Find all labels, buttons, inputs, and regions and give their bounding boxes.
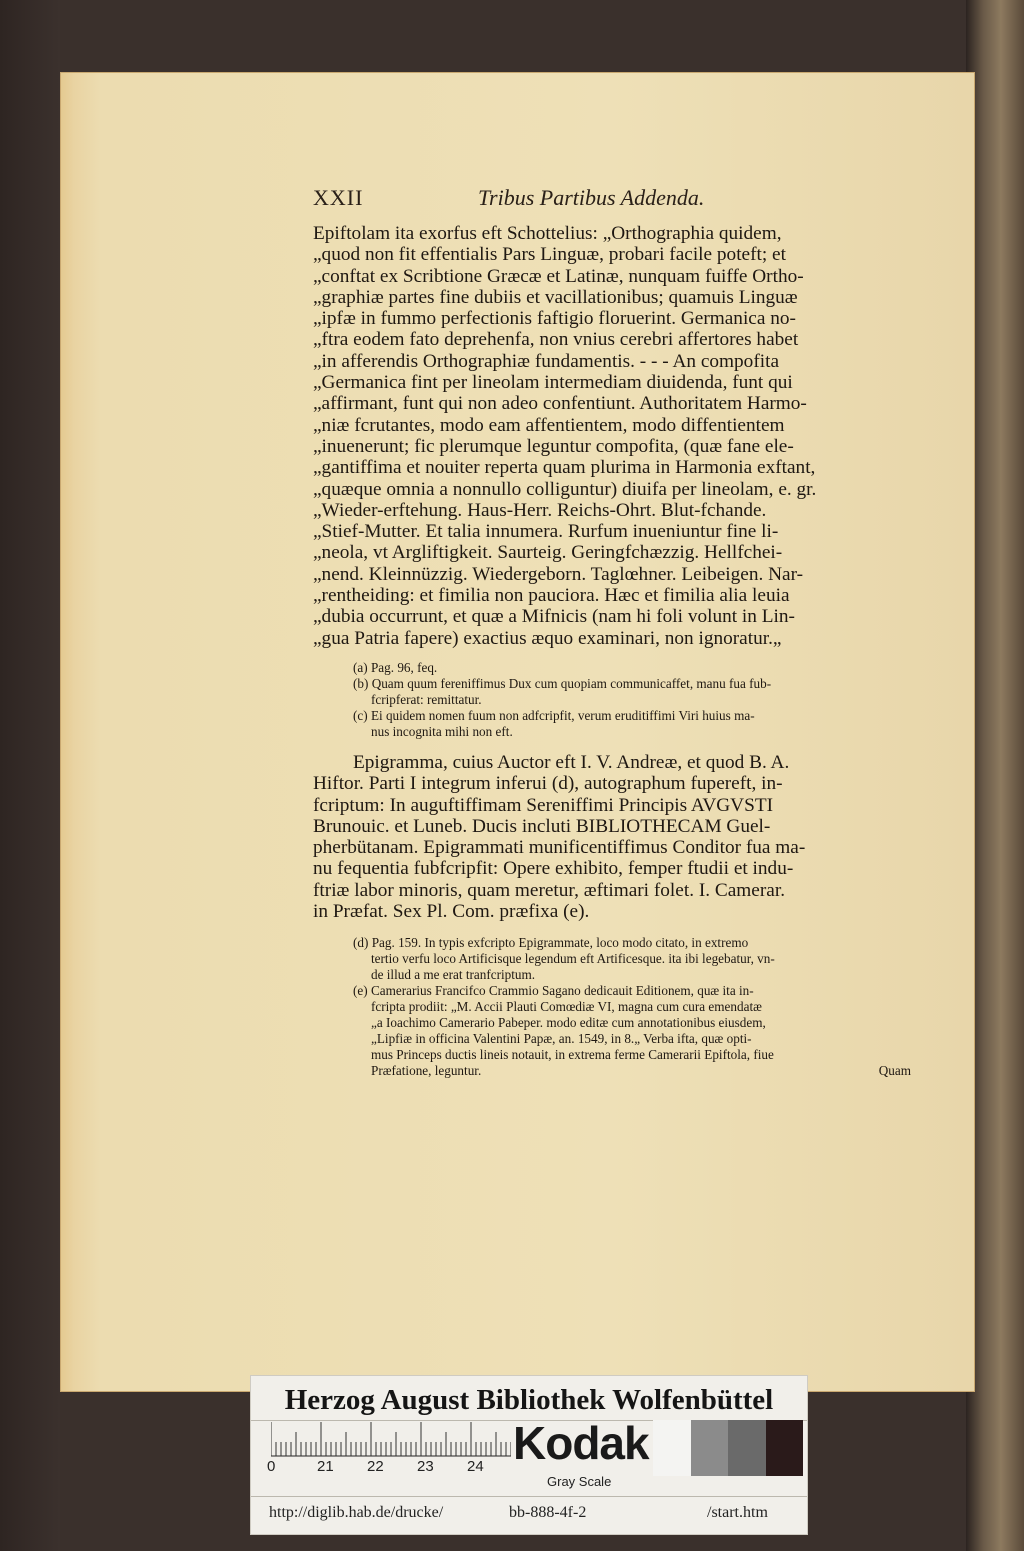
url-right: /start.htm — [707, 1504, 768, 1521]
ruler-number: 21 — [317, 1458, 334, 1475]
footnote-mark: (a) — [353, 660, 371, 675]
card-divider — [251, 1496, 807, 1497]
paragraph-2 — [313, 752, 911, 922]
kodak-logo: Kodak — [513, 1417, 649, 1469]
text-line: „Wieder-erftehung. Haus-Herr. Reichs-Ohrt. Blut-fchande. — [313, 499, 767, 521]
text-line: „inuenerunt; fic plerumque leguntur compofita, (quæ fane ele- — [313, 435, 794, 457]
text-line: „gua Patria fapere) exactius æquo examinari, non ignoratur.„ — [313, 627, 782, 649]
gray-swatches — [653, 1420, 803, 1476]
text-line: „ftra eodem fato deprehenfa, non vnius cerebri affertores habet — [313, 329, 799, 351]
text-line: Epiftolam ita exorfus eft Schottelius: „Orthographia quidem, — [313, 223, 782, 244]
text-line: „nend. Kleinnüzzig. Wiedergeborn. Taglœhner. Leibeigen. Nar- — [313, 563, 804, 585]
text-line: fcriptum: In auguftiffimam Sereniffimi Principis AVGVSTI — [313, 794, 774, 816]
footnote-mark: (e) — [353, 983, 371, 998]
library-name: Herzog August Bibliothek Wolfenbüttel — [284, 1384, 774, 1416]
footnote-line: (a) Pag. 96, feq. — [353, 660, 438, 675]
footnote-line: „a Ioachimo Camerario Pabeper. modo editæ cum annotationibus eiusdem, — [371, 1015, 766, 1030]
ruler-number: 24 — [467, 1458, 484, 1475]
text-line: in Præfat. Sex Pl. Com. præfixa (e). — [313, 901, 590, 923]
footnote-line: (b) Quam quum fereniffimus Dux cum quopiam communicaffet, manu fua fub- — [353, 676, 772, 691]
gray-swatch — [766, 1420, 804, 1476]
catchword: Quam — [878, 1063, 911, 1078]
scan-background-left — [0, 0, 60, 1551]
ruler-scale — [271, 1421, 511, 1457]
text-line: „ipfæ in fummo perfectionis faftigio floruerint. Germanica no- — [313, 308, 796, 330]
footnote-mark: (d) — [353, 935, 372, 950]
text-line: „in afferendis Orthographiæ fundamentis. - - - An compofita — [313, 350, 780, 372]
url-left: http://diglib.hab.de/drucke/ — [269, 1504, 444, 1521]
footnote-line: fcripferat: remittatur. — [371, 692, 482, 707]
footnote-mark: (c) — [353, 708, 371, 723]
text-line: „affirmant, funt qui non adeo confentiunt. Authoritatem Harmo- — [313, 393, 807, 415]
text-line: „gantiffima et nouiter reperta quam plurima in Harmonia exftant, — [313, 457, 816, 479]
gray-swatch — [691, 1420, 729, 1476]
text-line: „Stief-Mutter. Et talia innumera. Rurfum inueniuntur fine li- — [313, 521, 779, 543]
text-line: Brunouic. et Luneb. Ducis incluti BIBLIOTHECAM Guel- — [313, 815, 771, 837]
text-line: „dubia occurrunt, et quæ a Mifnicis (nam hi foli volunt in Lin- — [313, 606, 795, 628]
ruler-number: 22 — [367, 1458, 384, 1475]
gray-swatch — [653, 1420, 691, 1476]
text-line: pherbütanam. Epigrammati munificentiffimus Conditor fua ma- — [313, 837, 806, 859]
text-line: „graphiæ partes fine dubiis et vacillationibus; quamuis Linguæ — [313, 286, 798, 308]
page-number: XXII — [313, 185, 364, 210]
text-line: Epigramma, cuius Auctor eft I. V. Andreæ, et quod B. A. — [353, 752, 790, 773]
footnote-line: (c) Ei quidem nomen fuum non adfcripfit, verum eruditiffimi Viri huius ma- — [353, 708, 755, 723]
text-line: nu fequentia fubfcripfit: Opere exhibito, femper ftudii et indu- — [313, 858, 794, 880]
gray-scale-label: Gray Scale — [547, 1474, 612, 1489]
footnote-line: (d) Pag. 159. In typis exfcripto Epigrammate, loco modo citato, in extremo — [353, 935, 749, 950]
footnotes-1 — [313, 660, 911, 740]
footnote-line: tertio verfu loco Artificisque legendum eft Artificesque. ita ibi legebatur, vn- — [371, 951, 775, 966]
text-line: Hiftor. Parti I integrum inferui (d), autographum fupereft, in- — [313, 773, 783, 795]
text-line: „quæque omnia a nonnullo colliguntur) diuifa per lineolam, e. gr. — [313, 478, 817, 500]
text-line: „neola, vt Argliftigkeit. Saurteig. Geringfchæzzig. Hellfchei- — [313, 542, 783, 564]
ruler-number: 23 — [417, 1458, 434, 1475]
footnote-mark: (b) — [353, 676, 372, 691]
ruler-numbers — [267, 1458, 511, 1480]
color-target-card — [250, 1375, 808, 1535]
running-title: Tribus Partibus Addenda. — [478, 185, 705, 210]
ruler-number: 0 — [267, 1458, 276, 1475]
text-line: ftriæ labor minoris, quam meretur, æftimari folet. I. Camerar. — [313, 879, 786, 901]
url-identifier: bb-888-4f-2 — [509, 1504, 587, 1521]
gray-swatch — [728, 1420, 766, 1476]
footnote-line: nus incognita mihi non eft. — [371, 724, 513, 739]
footnote-line: fcripta prodiit: „M. Accii Plauti Comœdiæ VI, magna cum cura emendatæ — [371, 999, 762, 1014]
text-line: „rentheiding: et fimilia non pauciora. Hæc et fimilia alia leuia — [313, 585, 790, 607]
paragraph-1 — [313, 223, 911, 649]
footnote-line: „Lipfiæ in officina Valentini Papæ, an. 1549, in 8.„ Verba ifta, quæ opti- — [371, 1031, 752, 1046]
footnote-line: Præfatione, leguntur. — [371, 1063, 482, 1078]
footnote-line: de illud a me erat tranfcriptum. — [371, 967, 536, 982]
text-line: „quod non fit effentialis Pars Linguæ, probari facile poteft; et — [313, 244, 786, 266]
footnote-line: (e) Camerarius Francifco Crammio Sagano dedicauit Editionem, quæ ita in- — [353, 983, 754, 998]
text-line: „conftat ex Scribtione Græcæ et Latinæ, nunquam fuiffe Ortho- — [313, 265, 804, 287]
footnotes-2 — [313, 935, 911, 1079]
footnote-line: mus Princeps ductis lineis notauit, in extrema ferme Camerarii Epiftola, fiue — [371, 1047, 774, 1062]
text-line: „niæ fcrutantes, modo eam affentientem, modo diffentientem — [313, 414, 785, 436]
text-line: „Germanica fint per lineolam intermediam diuidenda, funt qui — [313, 372, 793, 394]
page-header — [313, 185, 943, 217]
